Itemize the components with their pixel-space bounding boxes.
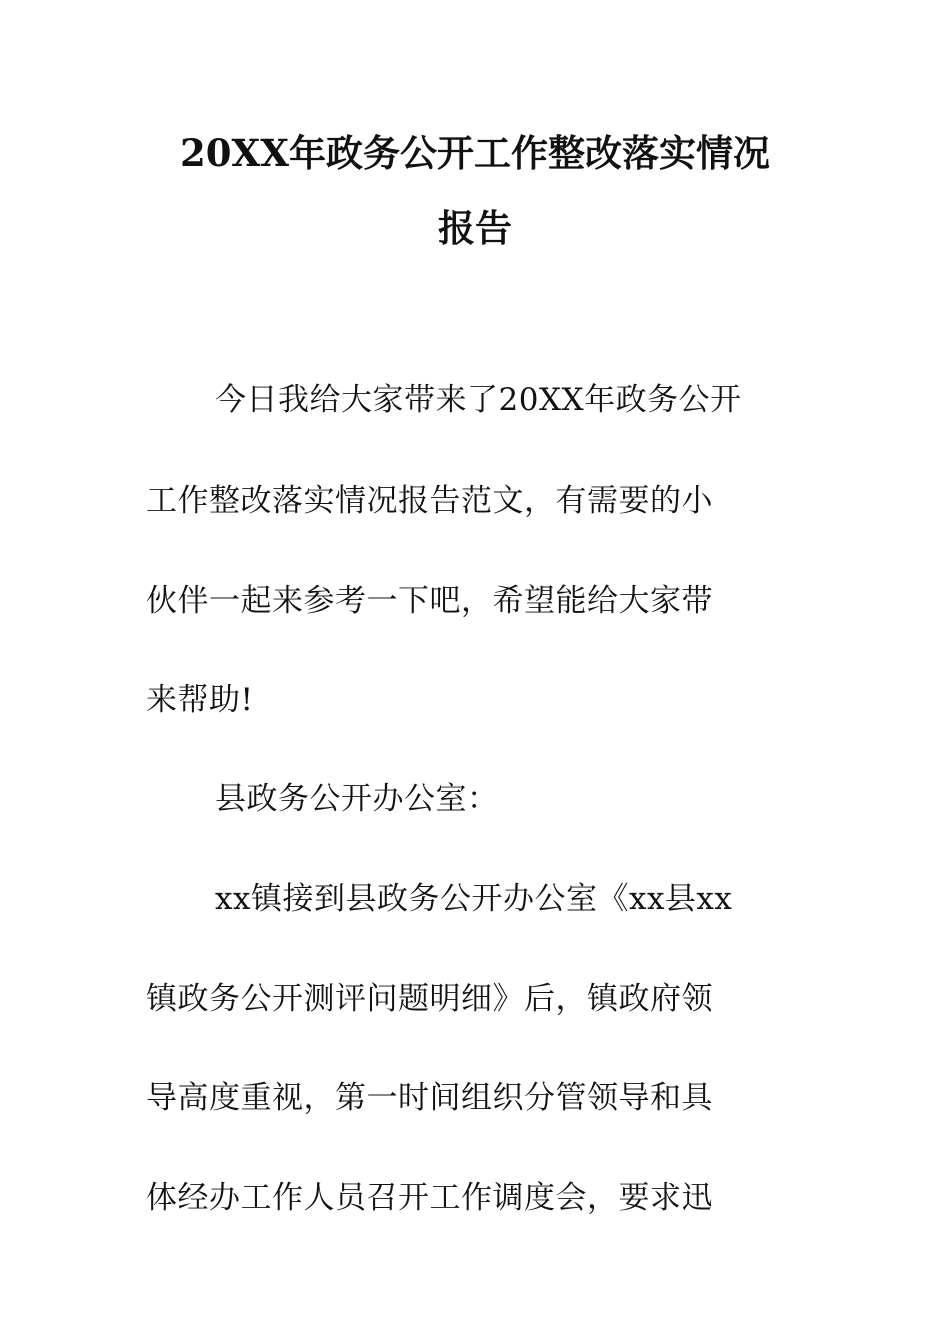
body-line-5: xx镇接到县政务公开办公室《xx县xx (215, 881, 733, 917)
body-line-4: 来帮助! (146, 682, 254, 718)
document-title-line-2: 报告 (438, 206, 512, 250)
body-line-3: 伙伴一起来参考一下吧，希望能给大家带 (146, 583, 713, 619)
body-line-6: 镇政务公开测评问题明细》后，镇政府领 (146, 981, 713, 1017)
body-line-8: 体经办工作人员召开工作调度会，要求迅 (146, 1180, 713, 1216)
body-line-7: 导高度重视，第一时间组织分管领导和具 (146, 1080, 713, 1116)
salutation-line: 县政务公开办公室： (215, 781, 499, 817)
body-line-2: 工作整改落实情况报告范文，有需要的小 (146, 483, 713, 519)
document-title-line-1: 20XX年政务公开工作整改落实情况 (180, 131, 770, 175)
body-line-1: 今日我给大家带来了20XX年政务公开 (215, 382, 742, 418)
